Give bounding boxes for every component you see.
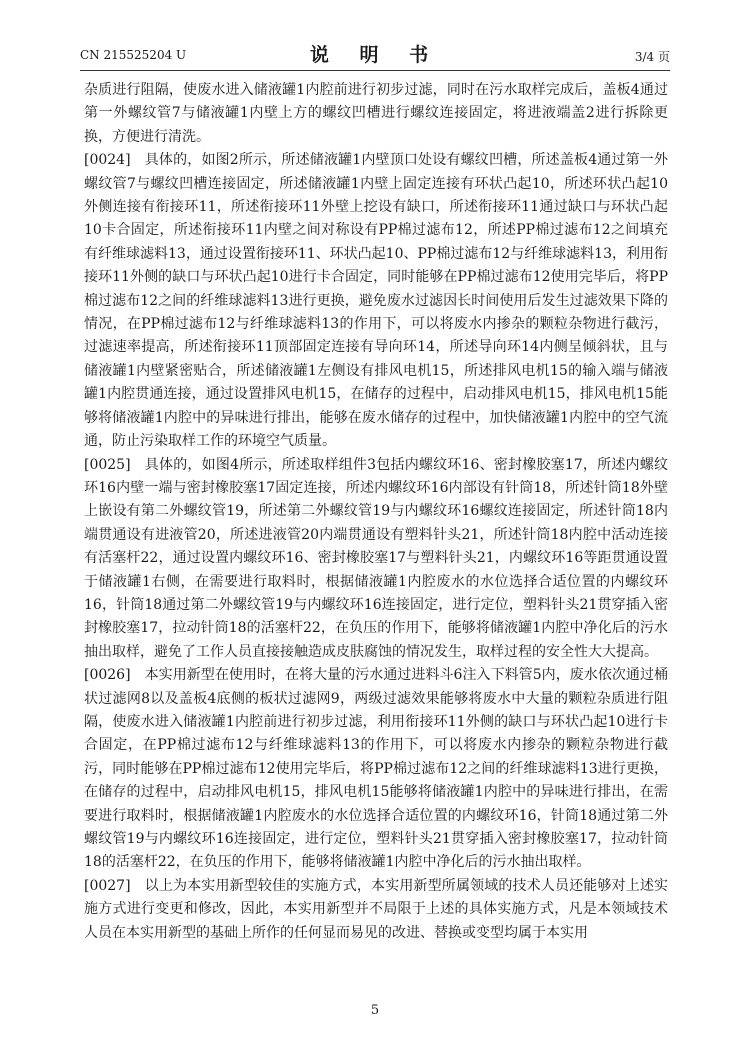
header-divider	[80, 70, 670, 71]
paragraph-text: 本实用新型在使用时，在将大量的污水通过进料斗6注入下料管5内，废水依次通过桶状过滤网8以及盖板4底侧的板状过滤网9，两级过滤效果能够将废水中大量的颗粒杂质进行阻隔，使废水进入储液罐1内腔前进行初步过滤，利用衔接环11外侧的缺口与环状凸起10进行卡合固定，在PP棉过滤布12与纤维球滤料13的作用下，可以将废水内掺杂的颗粒杂物进行截污，同时能够在PP棉过滤布12使用完毕后，将PP棉过滤布12之间的纤维球滤料13进行更换，在储存的过程中，启动排风电机15，排风电机15能够将储液罐1内腔中的异味进行排出，在需要进行取料时，根据储液罐1内腔废水的水位选择合适位置的内螺纹环16，针筒18通过第二外螺纹管19与内螺纹环16连接固定，进行定位，塑料针头21贯穿插入密封橡胶塞17，拉动针筒18的活塞杆22，在负压的作用下，能够将储液罐1内腔中净化后的污水抽出取样。	[84, 667, 668, 871]
paragraph-text: 具体的，如图2所示，所述储液罐1内壁顶口处设有螺纹凹槽，所述盖板4通过第一外螺纹管7与螺纹凹槽连接固定，所述储液罐1内壁上固定连接有环状凸起10，所述环状凸起10外侧连接有衔接环11，所述衔接环11外壁上挖设有缺口，所述衔接环11通过缺口与环状凸起10卡合固定，所述衔接环11内壁之间对称设有PP棉过滤布12，所述PP棉过滤布12之间填充有纤维球滤料13，通过设置衔接环11、环状凸起10、PP棉过滤布12与纤维球滤料13，利用衔接环11外侧的缺口与环状凸起10进行卡合固定，同时能够在PP棉过滤布12使用完毕后，将PP棉过滤布12之间的纤维球滤料13进行更换，避免废水过滤因长时间使用后发生过滤效果下降的情况，在PP棉过滤布12与纤维球滤料13的作用下，可以将废水内掺杂的颗粒杂物进行截污，过滤速率提高，所述衔接环11顶部固定连接有导向环14，所述导向环14内侧呈倾斜状，且与储液罐1内壁紧密贴合，所述储液罐1左侧设有排风电机15，所述排风电机15的输入端与储液罐1内腔贯通连接，通过设置排风电机15，在储存的过程中，启动排风电机15，排风电机15能够将储液罐1内腔中的异味进行排出，能够在废水储存的过程中，加快储液罐1内腔中的空气流通，防止污染取样工作的环境空气质量。	[84, 152, 668, 450]
paragraph-continuation	[84, 79, 668, 149]
paragraph-text: 具体的，如图4所示，所述取样组件3包括内螺纹环16、密封橡胶塞17，所述内螺纹环16内壁一端与密封橡胶塞17固定连接，所述内螺纹环16内部设有针筒18，所述针筒18外壁上嵌设有第二外螺纹管19，所述第二外螺纹管19与内螺纹环16螺纹连接固定，所述针筒18内端贯通设有进液管20，所述进液管20内端贯通设有塑料针头21，所述针筒18内腔中活动连接有活塞杆22，通过设置内螺纹环16、密封橡胶塞17与塑料针头21，内螺纹环16等距贯通设置于储液罐1右侧，在需要进行取料时，根据储液罐1内腔废水的水位选择合适位置的内螺纹环16，针筒18通过第二外螺纹管19与内螺纹环16连接固定，进行定位，塑料针头21贯穿插入密封橡胶塞17，拉动针筒18的活塞杆22，在负压的作用下，能够将储液罐1内腔中净化后的污水抽出取样，避免了工作人员直接接触造成皮肤腐蚀的情况发生，取样过程的安全性大大提高。	[84, 456, 668, 660]
paragraph-0027	[84, 875, 668, 945]
paragraph-0025	[84, 454, 668, 665]
paragraph-text: 以上为本实用新型较佳的实施方式，本实用新型所属领域的技术人员还能够对上述实施方式进行变更和修改，因此，本实用新型并不局限于上述的具体实施方式，凡是本领域技术人员在本实用新型的基础上所作的任何显而易见的改进、替换或变型均属于本实用	[84, 877, 668, 941]
document-title: 说 明 书	[309, 44, 441, 66]
paragraph-number: [0027]	[84, 877, 131, 894]
description-body	[84, 79, 668, 945]
page-indicator: 3/4 页	[634, 50, 670, 64]
paragraph-0026	[84, 664, 668, 875]
paragraph-text: 杂质进行阻隔，使废水进入储液罐1内腔前进行初步过滤，同时在污水取样完成后，盖板4通过第一外螺纹管7与储液罐1内壁上方的螺纹凹槽进行螺纹连接固定，将进液端盖2进行拆除更换，方便进行清洗。	[84, 82, 668, 145]
paragraph-number: [0024]	[84, 152, 131, 169]
patent-number: CN 215525204 U	[80, 48, 187, 62]
page-number: 5	[370, 1003, 380, 1018]
paragraph-number: [0025]	[84, 456, 131, 473]
paragraph-0024	[84, 149, 668, 453]
paragraph-number: [0026]	[84, 667, 131, 684]
page-header	[80, 40, 670, 70]
